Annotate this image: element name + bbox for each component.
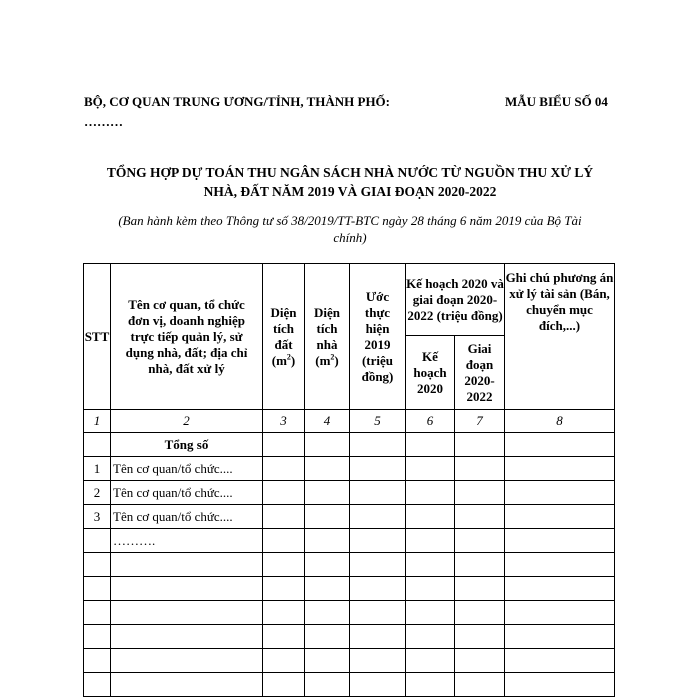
row-cell	[455, 529, 505, 553]
header-plan-period: Giai đoạn 2020-2022	[455, 336, 505, 410]
row-cell	[350, 625, 406, 649]
row-cell	[263, 457, 305, 481]
row-cell	[406, 481, 455, 505]
row-cell	[350, 457, 406, 481]
row-cell	[406, 673, 455, 697]
header-land-area	[263, 264, 305, 410]
row-cell	[505, 673, 615, 697]
header-house-area-sup: 2	[330, 352, 335, 362]
row-stt: 1	[84, 457, 111, 481]
row-name	[111, 625, 263, 649]
column-number: 6	[406, 410, 455, 433]
header-notes: Ghi chú phương án xử lý tài sản (Bán, chuyển mục đích,...)	[505, 264, 615, 410]
row-cell	[505, 481, 615, 505]
table-body	[84, 457, 615, 697]
row-cell	[263, 529, 305, 553]
header-house-area-text: Diện tích nhà (m	[314, 304, 340, 368]
row-name	[111, 553, 263, 577]
header-plan-group: Kế hoạch 2020 và giai đoạn 2020-2022 (triệu đồng)	[406, 264, 505, 336]
column-number: 2	[111, 410, 263, 433]
row-cell	[455, 577, 505, 601]
column-number: 4	[305, 410, 350, 433]
row-cell	[305, 529, 350, 553]
header-land-area-sup: 2	[286, 352, 291, 362]
title-line-1: TỔNG HỢP DỰ TOÁN THU NGÂN SÁCH NHÀ NƯỚC TỪ NGUỒN THU XỬ LÝ	[106, 165, 594, 180]
row-cell	[505, 529, 615, 553]
row-name	[111, 673, 263, 697]
table-row	[84, 457, 615, 481]
row-cell	[505, 505, 615, 529]
row-cell	[455, 673, 505, 697]
row-cell	[350, 529, 406, 553]
row-cell	[305, 625, 350, 649]
row-cell	[350, 649, 406, 673]
row-name	[111, 649, 263, 673]
header-actual-2019: Ước thực hiện 2019 (triệu đồng)	[350, 264, 406, 410]
row-cell	[455, 649, 505, 673]
row-cell	[263, 625, 305, 649]
row-stt	[84, 601, 111, 625]
row-cell	[305, 553, 350, 577]
row-cell	[350, 505, 406, 529]
column-number: 5	[350, 410, 406, 433]
header-stt: STT	[84, 264, 111, 410]
row-cell	[455, 601, 505, 625]
row-cell	[263, 481, 305, 505]
subtitle-line-2: chính)	[333, 230, 367, 245]
agency-placeholder: ………	[84, 114, 123, 129]
total-label: Tổng số	[111, 433, 263, 457]
table-row	[84, 625, 615, 649]
row-cell	[406, 625, 455, 649]
column-number: 7	[455, 410, 505, 433]
row-cell	[305, 505, 350, 529]
total-row	[84, 433, 615, 457]
header-house-area	[305, 264, 350, 410]
row-cell	[406, 529, 455, 553]
row-cell	[263, 601, 305, 625]
row-cell	[455, 625, 505, 649]
row-cell	[406, 649, 455, 673]
row-name: Tên cơ quan/tổ chức....	[111, 457, 263, 481]
row-cell	[263, 673, 305, 697]
row-stt: 3	[84, 505, 111, 529]
title-line-2: NHÀ, ĐẤT NĂM 2019 VÀ GIAI ĐOẠN 2020-2022	[203, 184, 497, 199]
table-row	[84, 505, 615, 529]
header-name: Tên cơ quan, tổ chức đơn vị, doanh nghiệp trực tiếp quản lý, sử dụng nhà, đất; địa chỉ nhà, đất xử lý	[111, 264, 263, 410]
row-name: Tên cơ quan/tổ chức....	[111, 481, 263, 505]
row-cell	[406, 577, 455, 601]
row-stt	[84, 625, 111, 649]
row-cell	[406, 553, 455, 577]
row-cell	[305, 577, 350, 601]
row-cell	[263, 505, 305, 529]
table-row	[84, 673, 615, 697]
row-cell	[305, 673, 350, 697]
row-name	[111, 577, 263, 601]
row-cell	[455, 457, 505, 481]
row-cell	[305, 601, 350, 625]
row-stt	[84, 577, 111, 601]
row-name: ……….	[111, 529, 263, 553]
row-cell	[305, 481, 350, 505]
row-cell	[350, 577, 406, 601]
row-cell	[263, 553, 305, 577]
table-row	[84, 529, 615, 553]
row-cell	[505, 577, 615, 601]
estimate-table	[83, 263, 615, 697]
table-row	[84, 553, 615, 577]
row-cell	[350, 553, 406, 577]
column-number: 1	[84, 410, 111, 433]
row-cell	[455, 505, 505, 529]
header-house-area-close: )	[334, 352, 339, 368]
agency-header	[84, 92, 390, 132]
subtitle-line-1: (Ban hành kèm theo Thông tư số 38/2019/TT-BTC ngày 28 tháng 6 năm 2019 của Bộ Tài	[118, 213, 582, 228]
row-cell	[305, 649, 350, 673]
document-title	[80, 163, 620, 201]
row-name: Tên cơ quan/tổ chức....	[111, 505, 263, 529]
row-name	[111, 601, 263, 625]
row-cell	[505, 457, 615, 481]
table-row	[84, 481, 615, 505]
row-cell	[406, 457, 455, 481]
header-plan-2020: Kế hoạch 2020	[406, 336, 455, 410]
row-cell	[350, 601, 406, 625]
agency-label: BỘ, CƠ QUAN TRUNG ƯƠNG/TỈNH, THÀNH PHỐ:	[84, 94, 391, 109]
row-cell	[263, 649, 305, 673]
row-stt	[84, 673, 111, 697]
row-cell	[505, 625, 615, 649]
row-stt	[84, 649, 111, 673]
row-stt	[84, 553, 111, 577]
row-cell	[406, 601, 455, 625]
row-cell	[350, 673, 406, 697]
row-stt: 2	[84, 481, 111, 505]
row-stt	[84, 529, 111, 553]
row-cell	[406, 505, 455, 529]
row-cell	[505, 649, 615, 673]
header-land-area-text: Diện tích đất (m	[270, 304, 297, 368]
table-row	[84, 577, 615, 601]
row-cell	[455, 553, 505, 577]
form-number: MẪU BIỂU SỐ 04	[505, 94, 608, 109]
table-row	[84, 601, 615, 625]
row-cell	[505, 601, 615, 625]
row-cell	[455, 481, 505, 505]
document-subtitle	[80, 212, 620, 246]
header-land-area-close: )	[290, 352, 296, 368]
row-cell	[505, 553, 615, 577]
column-number: 3	[263, 410, 305, 433]
column-number-row	[84, 410, 615, 433]
row-cell	[350, 481, 406, 505]
row-cell	[305, 457, 350, 481]
row-cell	[263, 577, 305, 601]
table-row	[84, 649, 615, 673]
column-number: 8	[505, 410, 615, 433]
